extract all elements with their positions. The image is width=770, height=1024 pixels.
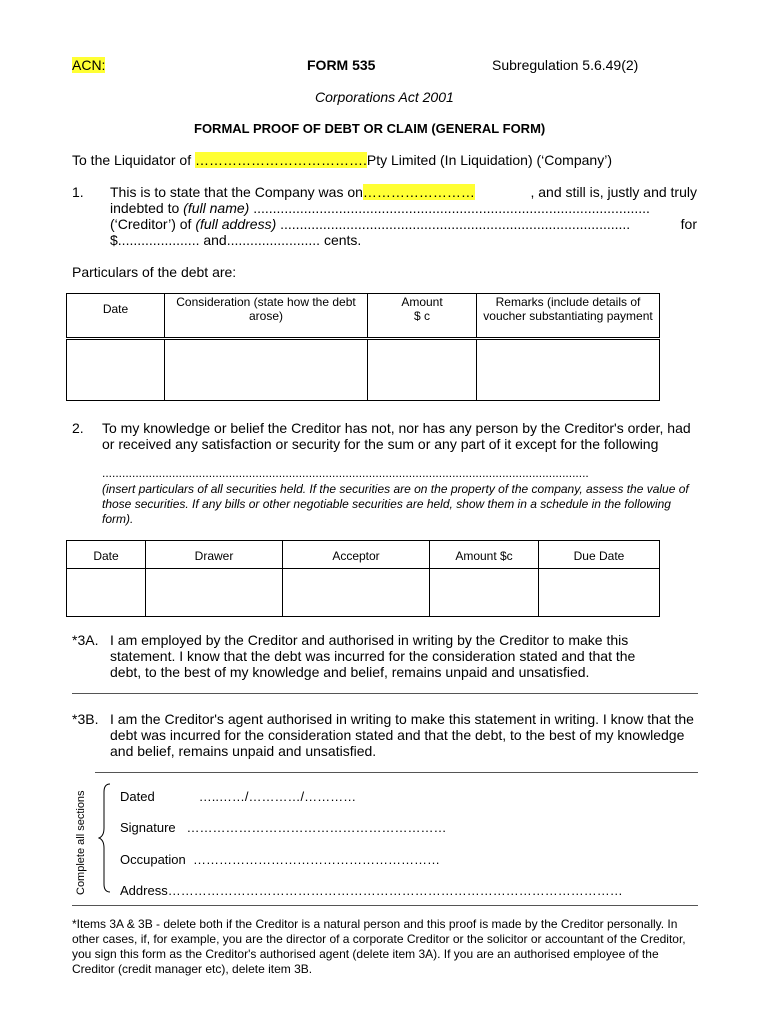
item1-number: 1. bbox=[72, 184, 84, 200]
col-remarks: Remarks (include details of voucher substantiating payment bbox=[477, 294, 660, 339]
cell-amount[interactable] bbox=[368, 339, 477, 401]
item3b-text: I am the Creditor's agent authorised in writing to make this statement in writing. I know that the debt was incurred for the consideration stated and that the debt, to the best of my knowledge and belief, remains unpaid and unsatisfied. bbox=[110, 711, 694, 759]
subregulation: Subregulation 5.6.49(2) bbox=[492, 57, 639, 73]
to-liquidator-line bbox=[72, 152, 612, 168]
item2-number: 2. bbox=[72, 420, 84, 436]
cell-remarks[interactable] bbox=[477, 339, 660, 401]
divider bbox=[72, 693, 698, 694]
item1-line2-text: indebted to bbox=[110, 200, 184, 216]
col-date: Date bbox=[67, 541, 146, 569]
table-row bbox=[67, 339, 660, 401]
item2-note: (insert particulars of all securities held. If the securities are on the property of the company, assess the value of those securities. If any bills or other negotiable securities are held, show them in a schedule in the following form). bbox=[102, 482, 689, 526]
page-title: FORMAL PROOF OF DEBT OR CLAIM (GENERAL FORM) bbox=[194, 121, 546, 136]
item3b-label: *3B. bbox=[72, 711, 99, 727]
cell-amount[interactable] bbox=[430, 569, 539, 617]
dated-label: Dated bbox=[120, 789, 155, 804]
company-name-blank[interactable]: ………………………………. bbox=[194, 152, 367, 168]
address-blank[interactable]: …………………………………………………………………………………………… bbox=[167, 883, 623, 898]
footnote: *Items 3A & 3B - delete both if the Creditor is a natural person and this proof is made by the Creditor personally. In other cases, if, for example, you are the director of a corporate Creditor or the solicitor or accountant of the Creditor, you sign this form as the Creditor's authorised agent (delete item 3A). If you are an authorised employee of the Creditor (credit manager etc), delete item 3B. bbox=[72, 917, 686, 976]
full-name-hint: (full name) bbox=[183, 200, 250, 216]
cell-consideration[interactable] bbox=[165, 339, 368, 401]
item2-text: To my knowledge or belief the Creditor has not, nor has any person by the Creditor's order, had or received any satisfaction or security for the sum or any part of it except for the following bbox=[102, 420, 691, 452]
full-address-blank[interactable]: .......................................................................................... bbox=[276, 216, 631, 232]
cell-due-date[interactable] bbox=[539, 569, 660, 617]
item3a-label: *3A. bbox=[72, 632, 99, 648]
signature-row bbox=[120, 820, 447, 835]
particulars-heading: Particulars of the debt are: bbox=[72, 264, 237, 280]
side-label: Complete all sections bbox=[75, 790, 87, 895]
item1-line3 bbox=[110, 216, 697, 232]
form-number: FORM 535 bbox=[307, 57, 376, 73]
col-acceptor: Acceptor bbox=[283, 541, 430, 569]
col-due-date: Due Date bbox=[539, 541, 660, 569]
securities-blank[interactable]: .................................................................................................................................................. bbox=[102, 466, 589, 480]
cell-date[interactable] bbox=[67, 339, 165, 401]
item1-line1-rest: , and still is, justly and truly bbox=[530, 184, 697, 200]
col-consideration: Consideration (state how the debt arose) bbox=[165, 294, 368, 339]
cell-drawer[interactable] bbox=[146, 569, 283, 617]
occupation-row bbox=[120, 852, 440, 867]
securities-table bbox=[66, 540, 660, 617]
col-amount: Amount $c bbox=[430, 541, 539, 569]
item3a-text: I am employed by the Creditor and authorised in writing by the Creditor to make this statement. I know that the debt was incurred for the consideration stated and that the debt, to the best of my knowledge and belief, remains unpaid and unsatisfied. bbox=[110, 632, 636, 680]
divider bbox=[95, 772, 698, 773]
dated-blank[interactable]: …..……/…………/………… bbox=[198, 789, 357, 804]
occupation-blank[interactable]: ………………………………………………… bbox=[193, 852, 440, 867]
to-suffix: Pty Limited (In Liquidation) (‘Company’) bbox=[366, 152, 612, 168]
amount-blank[interactable]: $..................... and........................ cents. bbox=[110, 232, 362, 248]
divider bbox=[72, 905, 698, 906]
address-row bbox=[120, 883, 623, 898]
item1-line3-text: (‘Creditor’) of bbox=[110, 216, 196, 232]
dated-row bbox=[120, 789, 356, 804]
act-name: Corporations Act 2001 bbox=[315, 89, 454, 105]
occupation-label: Occupation bbox=[120, 852, 186, 867]
signature-blank[interactable]: …………………………………………………… bbox=[186, 820, 447, 835]
cell-date[interactable] bbox=[67, 569, 146, 617]
col-drawer: Drawer bbox=[146, 541, 283, 569]
signature-label: Signature bbox=[120, 820, 176, 835]
to-prefix: To the Liquidator of bbox=[72, 152, 195, 168]
table-row bbox=[67, 569, 660, 617]
full-name-blank[interactable]: ...................................................................................................... bbox=[249, 200, 650, 216]
col-amount: Amount $ c bbox=[368, 294, 477, 339]
acn-label: ACN: bbox=[72, 57, 106, 73]
item1-line1-text: This is to state that the Company was on bbox=[110, 184, 363, 200]
col-date: Date bbox=[67, 294, 165, 339]
address-label: Address bbox=[120, 883, 168, 898]
cell-acceptor[interactable] bbox=[283, 569, 430, 617]
curly-brace-icon bbox=[98, 782, 112, 894]
item1-line1 bbox=[110, 184, 697, 200]
date-blank[interactable]: …………………… bbox=[362, 184, 475, 200]
debt-particulars-table bbox=[66, 293, 660, 401]
item1-line2 bbox=[110, 200, 697, 216]
item1-line3-end: for bbox=[680, 216, 697, 232]
full-address-hint: (full address) bbox=[195, 216, 277, 232]
